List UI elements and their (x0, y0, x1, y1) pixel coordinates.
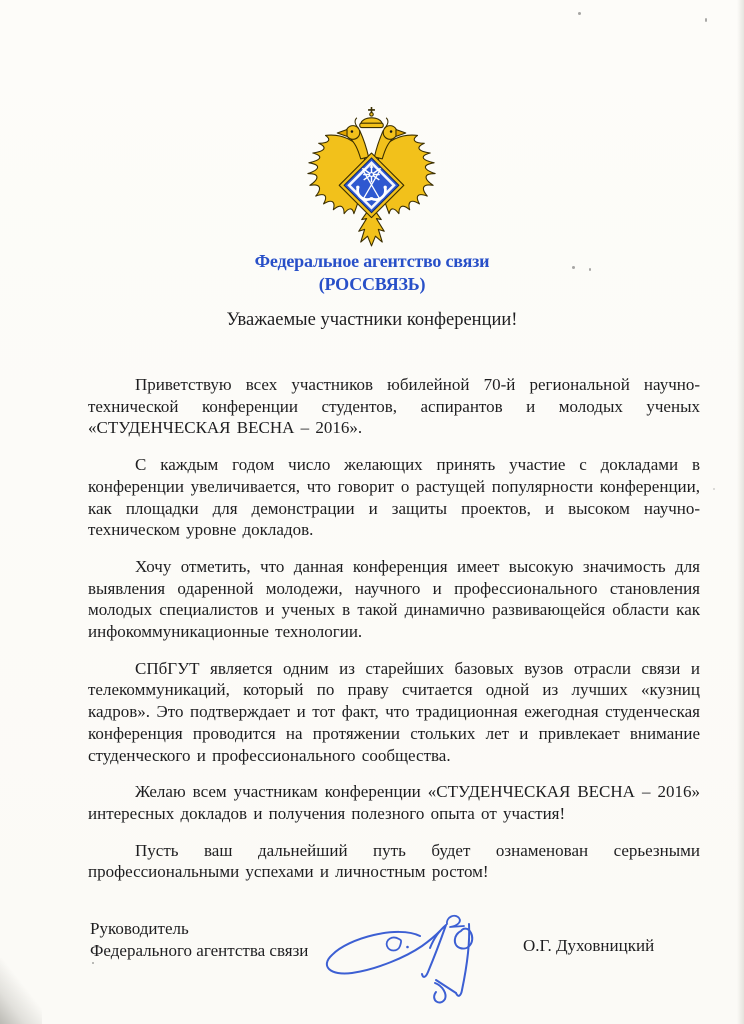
body-paragraph: С каждым годом число желающих принять участие с докладами в конференции увеличивается, что говорит о растущей популярности конференции, как площадки для демонстрации и защиты проектов, и высоком научно-техническом уровне докладов. (88, 455, 700, 540)
scan-speck (589, 268, 591, 271)
scan-speck (578, 12, 581, 15)
agency-abbreviation: (РОССВЯЗЬ) (318, 274, 426, 294)
scan-speck (572, 266, 575, 269)
scan-speck (92, 962, 94, 964)
scan-corner-shadow (0, 958, 42, 1024)
rossvyaz-coat-of-arms-icon (303, 105, 440, 248)
body-paragraph: СПбГУТ является одним из старейших базовых вузов отрасли связи и телекоммуникаций, который по праву считается одной из лучших «кузниц кадров». Это подтверждает и тот факт, что традиционная ежегодная студенческая конференция проводится на протяжении стольких лет и привлекает внимание студенческого и профессионального сообщества. (88, 658, 700, 765)
body-paragraph: Хочу отметить, что данная конференция имеет высокую значимость для выявления одаренной молодежи, научного и профессионального становления молодых специалистов и ученых в такой динамично развивающейся области как инфокоммуникационные технологии. (88, 556, 700, 642)
letter-body (88, 374, 700, 898)
scan-speck (705, 18, 707, 22)
body-paragraph: Желаю всем участникам конференции «СТУДЕНЧЕСКАЯ ВЕСНА – 2016» интересных докладов и получения полезного опыта от участия! (88, 782, 700, 823)
body-paragraph: Приветствую всех участников юбилейной 70-й региональной научно-технической конференции студентов, аспирантов и молодых ученых «СТУДЕНЧЕСКАЯ ВЕСНА – 2016». (88, 375, 700, 438)
signer-title (90, 918, 308, 961)
signer-title-line2: Федерального агентства связи (90, 940, 309, 960)
signer-title-line1: Руководитель (90, 919, 189, 938)
body-paragraph: Пусть ваш дальнейший путь будет ознаменован серьезными профессиональными успехами и личностным ростом! (88, 840, 700, 882)
agency-name: Федеральное агентство связи (254, 251, 490, 271)
signer-name: О.Г. Духовницкий (523, 936, 655, 955)
scan-edge-shading (737, 0, 744, 1024)
scan-speck (713, 488, 715, 490)
salutation: Уважаемые участники конференции! (226, 310, 518, 330)
handwritten-signature (310, 880, 520, 1024)
